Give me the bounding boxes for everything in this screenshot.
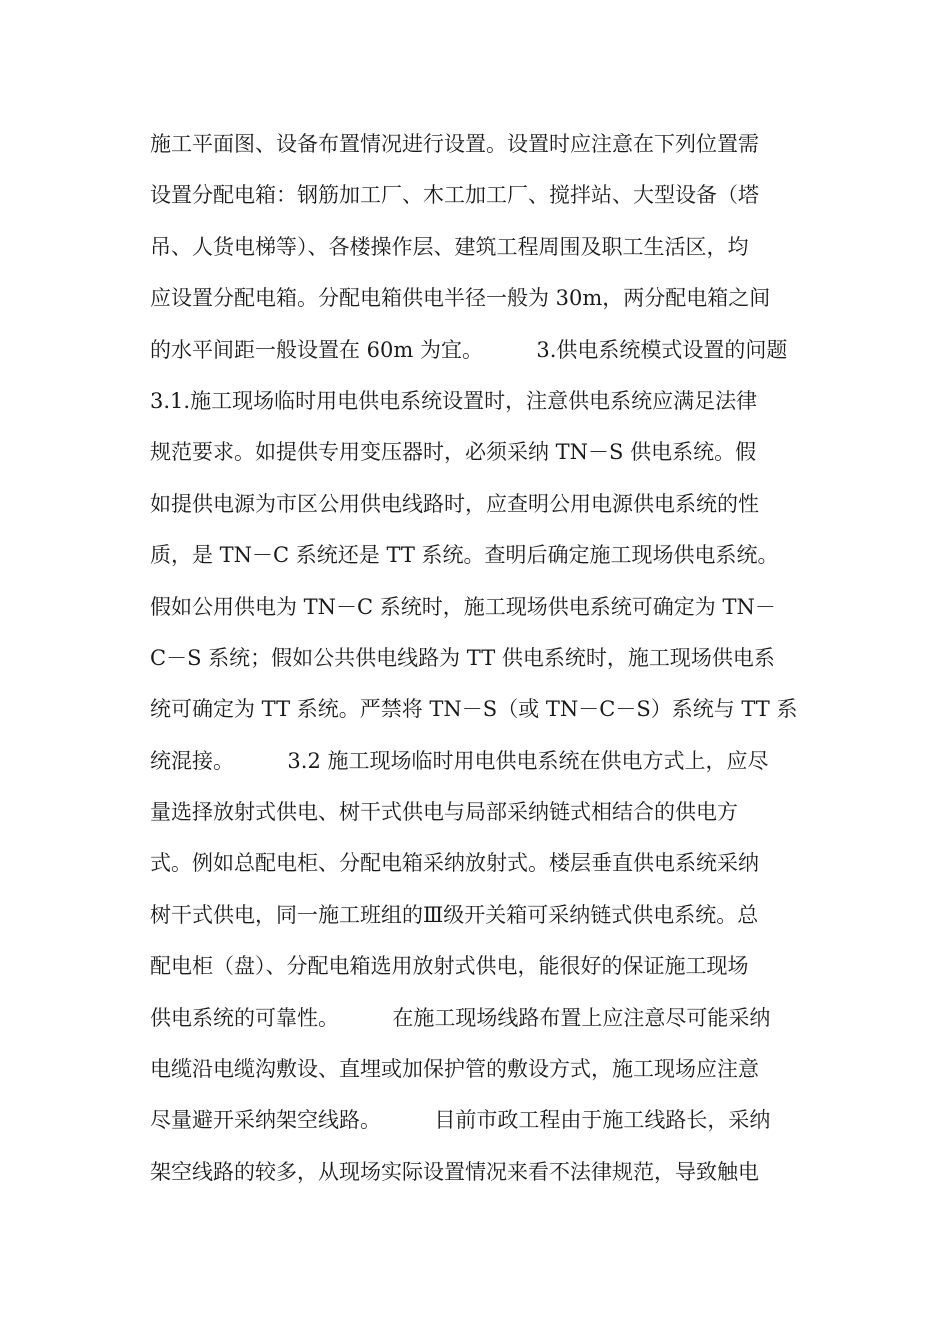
text-line: 质，是 TN－C 系统还是 TT 系统。查明后确定施工现场供电系统。 xyxy=(150,543,779,568)
text-line: 统可确定为 TT 系统。严禁将 TN－S（或 TN－C－S）系统与 TT 系 xyxy=(150,697,798,722)
text-line: 树干式供电，同一施工班组的Ⅲ级开关箱可采纳链式供电系统。总 xyxy=(150,902,759,927)
text-line: 吊、人货电梯等）、各楼操作层、建筑工程周围及职工生活区，均 xyxy=(150,234,749,259)
text-line: C－S 系统；假如公共供电线路为 TT 供电系统时，施工现场供电系 xyxy=(150,645,775,670)
text-line: 量选择放射式供电、树干式供电与局部采纳链式相结合的供电方 xyxy=(150,800,738,825)
text-line: 3.1.施工现场临时用电供电系统设置时，注意供电系统应满足法律 xyxy=(150,388,758,413)
text-line: 应设置分配电箱。分配电箱供电半径一般为 30m，两分配电箱之间 xyxy=(150,286,771,311)
text-line: 供电系统的可靠性。 在施工现场线路布置上应注意尽可能采纳 xyxy=(150,1005,771,1030)
text-line: 统混接。 3.2 施工现场临时用电供电系统在供电方式上，应尽 xyxy=(150,748,769,773)
text-line: 设置分配电箱：钢筋加工厂、木工加工厂、搅拌站、大型设备（塔 xyxy=(150,183,759,208)
text-line: 电缆沿电缆沟敷设、直埋或加保护管的敷设方式，施工现场应注意 xyxy=(150,1057,759,1082)
text-line: 尽量避开采纳架空线路。 目前市政工程由于施工线路长，采纳 xyxy=(150,1108,771,1133)
text-line: 架空线路的较多，从现场实际设置情况来看不法律规范，导致触电 xyxy=(150,1159,759,1184)
text-line: 施工平面图、设备布置情况进行设置。设置时应注意在下列位置需 xyxy=(150,132,759,156)
text-line: 规范要求。如提供专用变压器时，必须采纳 TN－S 供电系统。假 xyxy=(150,440,757,465)
text-line: 的水平间距一般设置在 60m 为宜。 3.供电系统模式设置的问题 xyxy=(150,337,788,362)
text-line: 假如公用供电为 TN－C 系统时，施工现场供电系统可确定为 TN－ xyxy=(150,594,776,619)
text-line: 配电柜（盘）、分配电箱选用放射式供电，能很好的保证施工现场 xyxy=(150,954,749,979)
text-line: 如提供电源为市区公用供电线路时，应查明公用电源供电系统的性 xyxy=(150,491,759,516)
body-text xyxy=(150,119,810,1198)
text-line: 式。例如总配电柜、分配电箱采纳放射式。楼层垂直供电系统采纳 xyxy=(150,851,759,876)
